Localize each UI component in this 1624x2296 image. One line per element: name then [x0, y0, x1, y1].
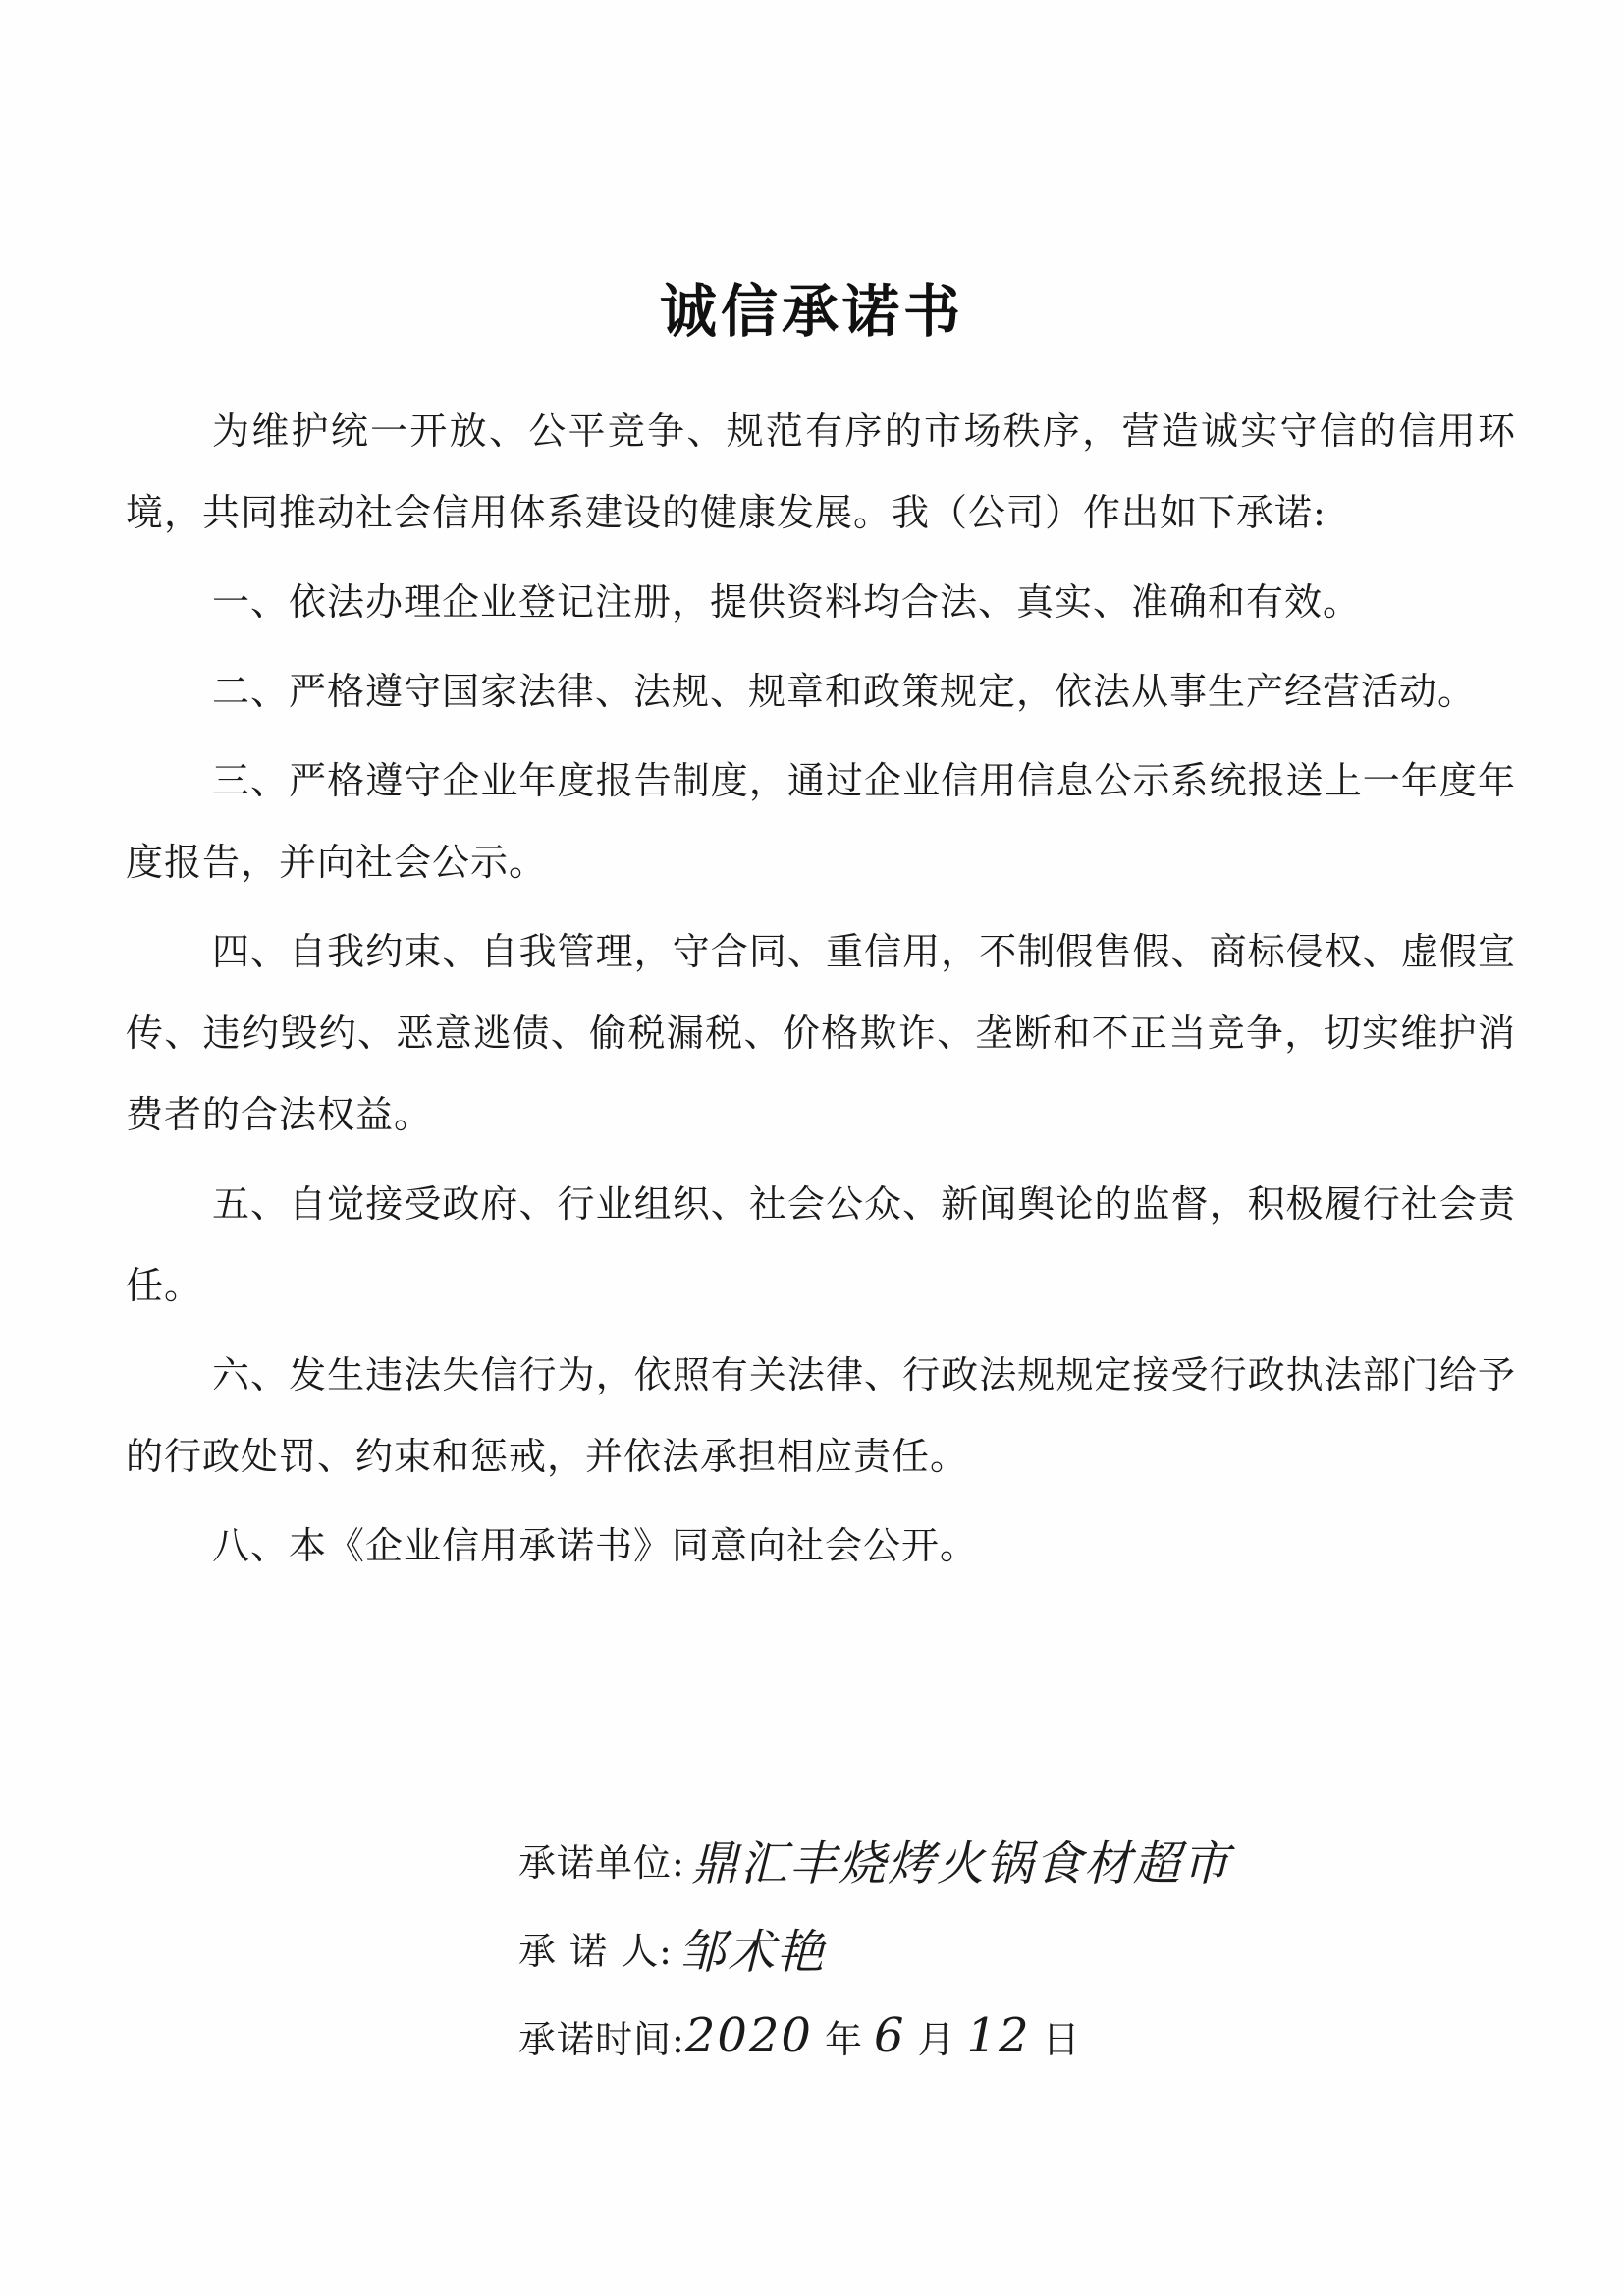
paragraph-item-1: 一、依法办理企业登记注册，提供资料均合法、真实、准确和有效。	[212, 580, 1362, 624]
paragraph-item-8: 八、本《企业信用承诺书》同意向社会公开。	[212, 1524, 979, 1567]
time-label: 承诺时间:	[518, 2017, 685, 2061]
paragraph-item-4: 四、自我约束、自我管理，守合同、重信用，不制假售假、商标侵权、虚假宣传、违约毁约、恶意逃债、偷税漏税、价格欺诈、垄断和不正当竞争，切实维护消费者的合法权益。	[126, 930, 1516, 1136]
date-day-char: 日	[1042, 2017, 1080, 2061]
signature-person-row	[518, 1903, 1402, 1992]
date-day: 12	[966, 2008, 1031, 2063]
paragraph-item-6: 六、发生违法失信行为，依照有关法律、行政法规规定接受行政执法部门给予的行政处罚、约束和惩戒，并依法承担相应责任。	[126, 1353, 1516, 1478]
unit-handwritten-value: 鼎汇丰烧烤火锅食材超市	[690, 1835, 1231, 1891]
date-month: 6	[873, 2008, 906, 2063]
date-year-char: 年	[824, 2017, 862, 2061]
paragraph-intro: 为维护统一开放、公平竞争、规范有序的市场秩序，营造诚实守信的信用环境，共同推动社会信用体系建设的健康发展。我（公司）作出如下承诺:	[126, 410, 1516, 534]
signature-time-row	[518, 1992, 1402, 2080]
person-handwritten-signature: 邹术艳	[677, 1924, 826, 1980]
date-year: 2020	[684, 2008, 813, 2063]
signature-unit-row	[518, 1815, 1402, 1903]
person-label: 承 诺 人:	[518, 1929, 673, 1973]
paragraph-item-2: 二、严格遵守国家法律、法规、规章和政策规定，依法从事生产经营活动。	[212, 670, 1477, 713]
signature-block	[518, 1815, 1402, 2080]
paragraph-item-5: 五、自觉接受政府、行业组织、社会公众、新闻舆论的监督，积极履行社会责任。	[126, 1182, 1516, 1307]
paragraph-item-3: 三、严格遵守企业年度报告制度，通过企业信用信息公示系统报送上一年度年度报告，并向社会公示。	[126, 759, 1516, 884]
document-title: 诚信承诺书	[659, 278, 964, 345]
document-body	[126, 391, 1516, 1595]
date-month-char: 月	[917, 2017, 955, 2061]
unit-label: 承诺单位:	[518, 1840, 685, 1885]
